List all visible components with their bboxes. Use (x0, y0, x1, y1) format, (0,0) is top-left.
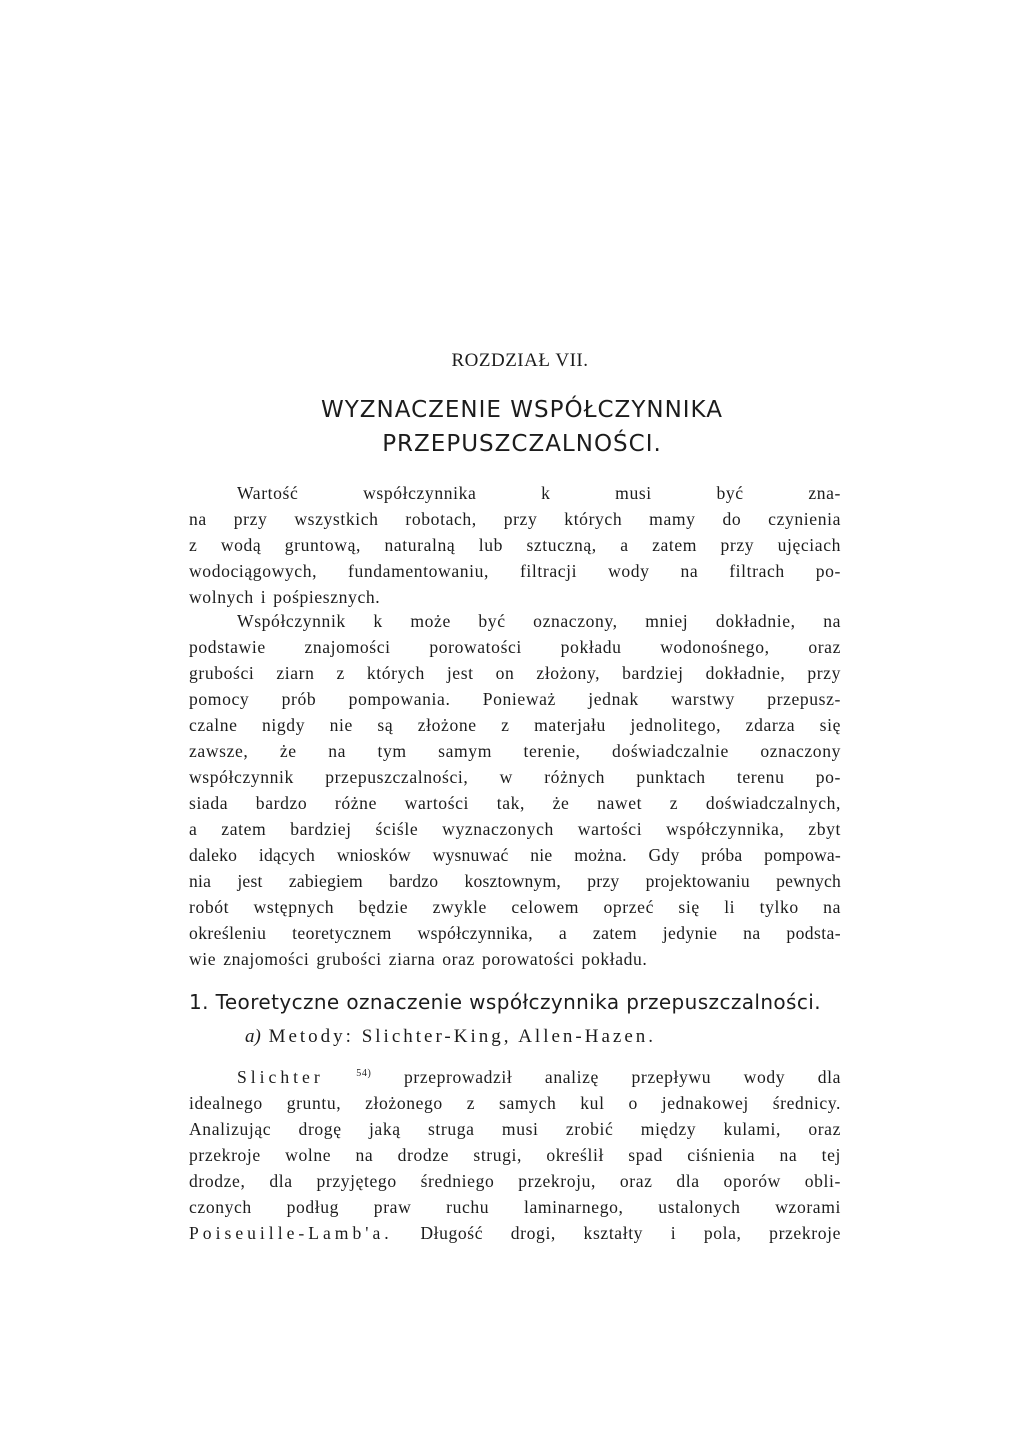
chapter-title-line-1: WYZNACZENIE WSPÓŁCZYNNIKA (321, 397, 723, 423)
text-line: wie znajomości grubości ziarna oraz porowatości pokładu. (189, 949, 648, 969)
text-fragment: Długość drogi, kształty i pola, przekroje (420, 1223, 841, 1243)
text-line: drodze, dla przyjętego średniego przekroju, oraz dla oporów obli- (189, 1171, 841, 1191)
text-line: na przy wszystkich robotach, przy których mamy do czynienia (189, 509, 841, 529)
subsection-text: Metody: Slichter-King, Allen-Hazen. (268, 1026, 657, 1047)
text-line: wodociągowych, fundamentowaniu, filtracji wody na filtrach po- (189, 561, 841, 581)
footnote-ref: 54) (356, 1068, 372, 1080)
text-line (189, 1220, 841, 1246)
paragraph-intro (189, 480, 841, 610)
text-line: przekroje wolne na drodze strugi, określił spad ciśnienia na tej (189, 1145, 841, 1165)
text-line: podstawie znajomości porowatości pokładu wodonośnego, oraz (189, 637, 841, 657)
chapter-title (0, 393, 1024, 461)
text-line: określeniu teoretycznem współczynnika, a zatem jedynie na podsta- (189, 923, 841, 943)
text-line: Analizując drogę jaką struga musi zrobić między kulami, oraz (189, 1119, 841, 1139)
text-line: siada bardzo różne wartości tak, że nawet z doświadczalnych, (189, 793, 841, 813)
chapter-label: ROZDZIAŁ VII. (451, 350, 589, 371)
text-line: pomocy prób pompowania. Ponieważ jednak warstwy przepusz- (189, 689, 841, 709)
text-line: współczynnik przepuszczalności, w różnych punktach terenu po- (189, 767, 841, 787)
paragraph-methods (189, 608, 841, 972)
text-line: grubości ziarn z których jest on złożony, bardziej dokładnie, przy (189, 663, 841, 683)
paragraph-slichter (189, 1064, 841, 1246)
author-name: Poiseuille-Lamb'a. (189, 1223, 393, 1243)
text-line: Współczynnik k może być oznaczony, mniej dokładnie, na (237, 611, 841, 631)
text-line: robót wstępnych będzie zwykle celowem oprzeć się li tylko na (189, 897, 841, 917)
text-line: Wartość współczynnika k musi być zna- (237, 483, 841, 503)
text-line: wolnych i pośpiesznych. (189, 587, 381, 607)
text-line: nia jest zabiegiem bardzo kosztownym, przy projektowaniu pewnych (189, 871, 841, 891)
subsection-heading (245, 1026, 805, 1048)
chapter-title-line-2: PRZEPUSZCZALNOŚCI. (382, 431, 662, 457)
text-line: czonych podług praw ruchu laminarnego, ustalonych wzorami (189, 1197, 841, 1217)
text-line: czalne nigdy nie są złożone z materjału jednolitego, zdarza się (189, 715, 841, 735)
text-line: z wodą gruntową, naturalną lub sztuczną, a zatem przy ujęciach (189, 535, 841, 555)
author-name: Slichter (237, 1067, 324, 1087)
subsection-marker: a) (245, 1026, 261, 1047)
text-line: a zatem bardziej ściśle wyznaczonych wartości współczynnika, zbyt (189, 819, 841, 839)
section-heading: 1. Teoretyczne oznaczenie współczynnika przepuszczalności. (189, 990, 821, 1014)
text-line (189, 1064, 841, 1090)
text-line: idealnego gruntu, złożonego z samych kul o jednakowej średnicy. (189, 1093, 841, 1113)
text-line: daleko idących wniosków wysnuwać nie można. Gdy próba pompowa- (189, 845, 841, 865)
text-fragment: przeprowadził analizę przepływu wody dla (403, 1067, 842, 1087)
text-line: zawsze, że na tym samym terenie, doświadczalnie oznaczony (189, 741, 841, 761)
